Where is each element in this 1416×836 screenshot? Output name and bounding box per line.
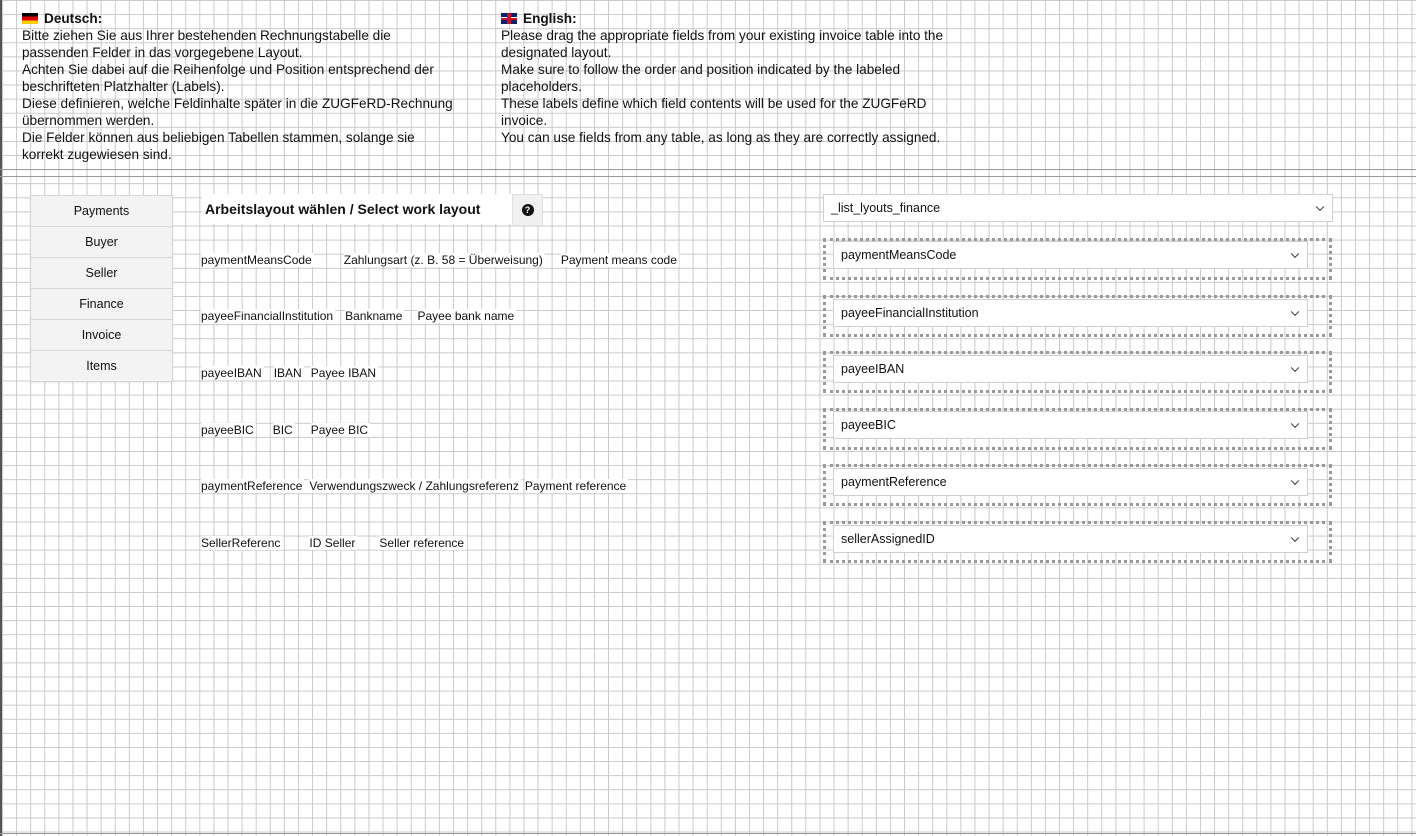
section-tab-panel [30, 195, 173, 382]
field-label-en: Payee IBAN [310, 366, 377, 380]
chevron-down-icon [1291, 477, 1299, 485]
field-select-sellerReference[interactable] [833, 525, 1308, 553]
instruction-line: placeholders. [501, 79, 582, 94]
field-label-en: Payment reference [524, 479, 627, 493]
tab-invoice[interactable]: Invoice [31, 320, 172, 351]
instruction-line: Make sure to follow the order and position indicated by the labeled [501, 62, 900, 77]
chevron-down-icon [1316, 203, 1324, 211]
canvas-bottom-border [0, 833, 1416, 834]
divider [0, 169, 1416, 170]
field-select-value: paymentMeansCode [841, 248, 957, 262]
divider [0, 176, 1416, 177]
work-layout-value: _list_lyouts_finance [831, 201, 941, 215]
instruction-line: Achten Sie dabei auf die Reihenfolge und Position entsprechend der [22, 62, 434, 77]
field-select-paymentReference[interactable] [833, 468, 1308, 496]
instruction-line: übernommen werden. [22, 113, 155, 128]
instruction-line: Diese definieren, welche Feldinhalte später in die ZUGFeRD-Rechnung [22, 96, 453, 111]
instruction-line: Bitte ziehen Sie aus Ihrer bestehenden Rechnungstabelle die [22, 28, 391, 43]
field-label-en: Payment means code [560, 253, 677, 267]
question-circle-icon: ? [522, 204, 534, 216]
field-select-value: payeeFinancialInstitution [841, 306, 979, 320]
field-select-value: payeeIBAN [841, 362, 905, 376]
select-layout-title: Arbeitslayout wählen / Select work layout [202, 194, 513, 224]
field-select-value: paymentReference [841, 475, 947, 489]
chevron-down-icon [1291, 308, 1299, 316]
instruction-line: Please drag the appropriate fields from your existing invoice table into the [501, 28, 944, 43]
field-select-payeeFinancialInstitution[interactable] [833, 299, 1308, 327]
field-label-row [201, 253, 679, 267]
german-flag-icon [22, 13, 38, 24]
field-label-de: Verwendungszweck / Zahlungsreferenz [309, 479, 519, 493]
field-name: paymentMeansCode [201, 253, 312, 267]
field-label-de: ID Seller [309, 536, 356, 550]
chevron-down-icon [1291, 534, 1299, 542]
field-label-row [201, 479, 628, 493]
instruction-line: These labels define which field contents will be used for the ZUGFeRD [501, 96, 927, 111]
heading-de: Deutsch: [22, 10, 453, 27]
instruction-line: Die Felder können aus beliebigen Tabellen stammen, solange sie [22, 130, 415, 145]
field-label-de: Bankname [345, 309, 403, 323]
work-layout-select[interactable] [823, 194, 1333, 222]
field-label-en: Payee bank name [417, 309, 515, 323]
instruction-line: invoice. [501, 113, 548, 128]
help-button[interactable] [512, 194, 543, 226]
chevron-down-icon [1291, 420, 1299, 428]
field-label-en: Seller reference [379, 536, 465, 550]
heading-en: English: [501, 10, 943, 27]
field-name: SellerReferenc [201, 536, 281, 550]
field-select-value: sellerAssignedID [841, 532, 935, 546]
field-label-de: Zahlungsart (z. B. 58 = Überweisung) [343, 253, 543, 267]
field-select-value: payeeBIC [841, 418, 896, 432]
instruction-line: beschrifteten Platzhalter (Labels). [22, 79, 225, 94]
chevron-down-icon [1291, 364, 1299, 372]
instruction-line: You can use fields from any table, as long as they are correctly assigned. [501, 130, 941, 145]
field-label-row [201, 366, 378, 380]
field-select-paymentMeansCode[interactable] [833, 241, 1308, 269]
field-name: payeeBIC [201, 423, 254, 437]
field-label-row [201, 536, 466, 550]
instruction-line: korrekt zugewiesen sind. [22, 147, 172, 162]
field-label-de: BIC [272, 423, 293, 437]
tab-items[interactable]: Items [31, 351, 172, 381]
canvas-left-border [0, 0, 2, 836]
instructions-en [501, 10, 943, 146]
field-select-payeeIBAN[interactable] [833, 355, 1308, 383]
field-label-de: IBAN [273, 366, 302, 380]
tab-payments[interactable]: Payments [31, 196, 172, 227]
field-label-en: Payee BIC [310, 423, 369, 437]
field-name: payeeFinancialInstitution [201, 309, 334, 323]
field-select-payeeBIC[interactable] [833, 411, 1308, 439]
tab-buyer[interactable]: Buyer [31, 227, 172, 258]
tab-finance[interactable]: Finance [31, 289, 172, 320]
field-name: payeeIBAN [201, 366, 262, 380]
field-name: paymentReference [201, 479, 303, 493]
chevron-down-icon [1291, 250, 1299, 258]
instruction-line: passenden Felder in das vorgegebene Layout. [22, 45, 303, 60]
field-label-row [201, 309, 516, 323]
field-label-row [201, 423, 370, 437]
instruction-line: designated layout. [501, 45, 612, 60]
tab-seller[interactable]: Seller [31, 258, 172, 289]
instructions-de [22, 10, 453, 163]
uk-flag-icon [501, 13, 517, 24]
